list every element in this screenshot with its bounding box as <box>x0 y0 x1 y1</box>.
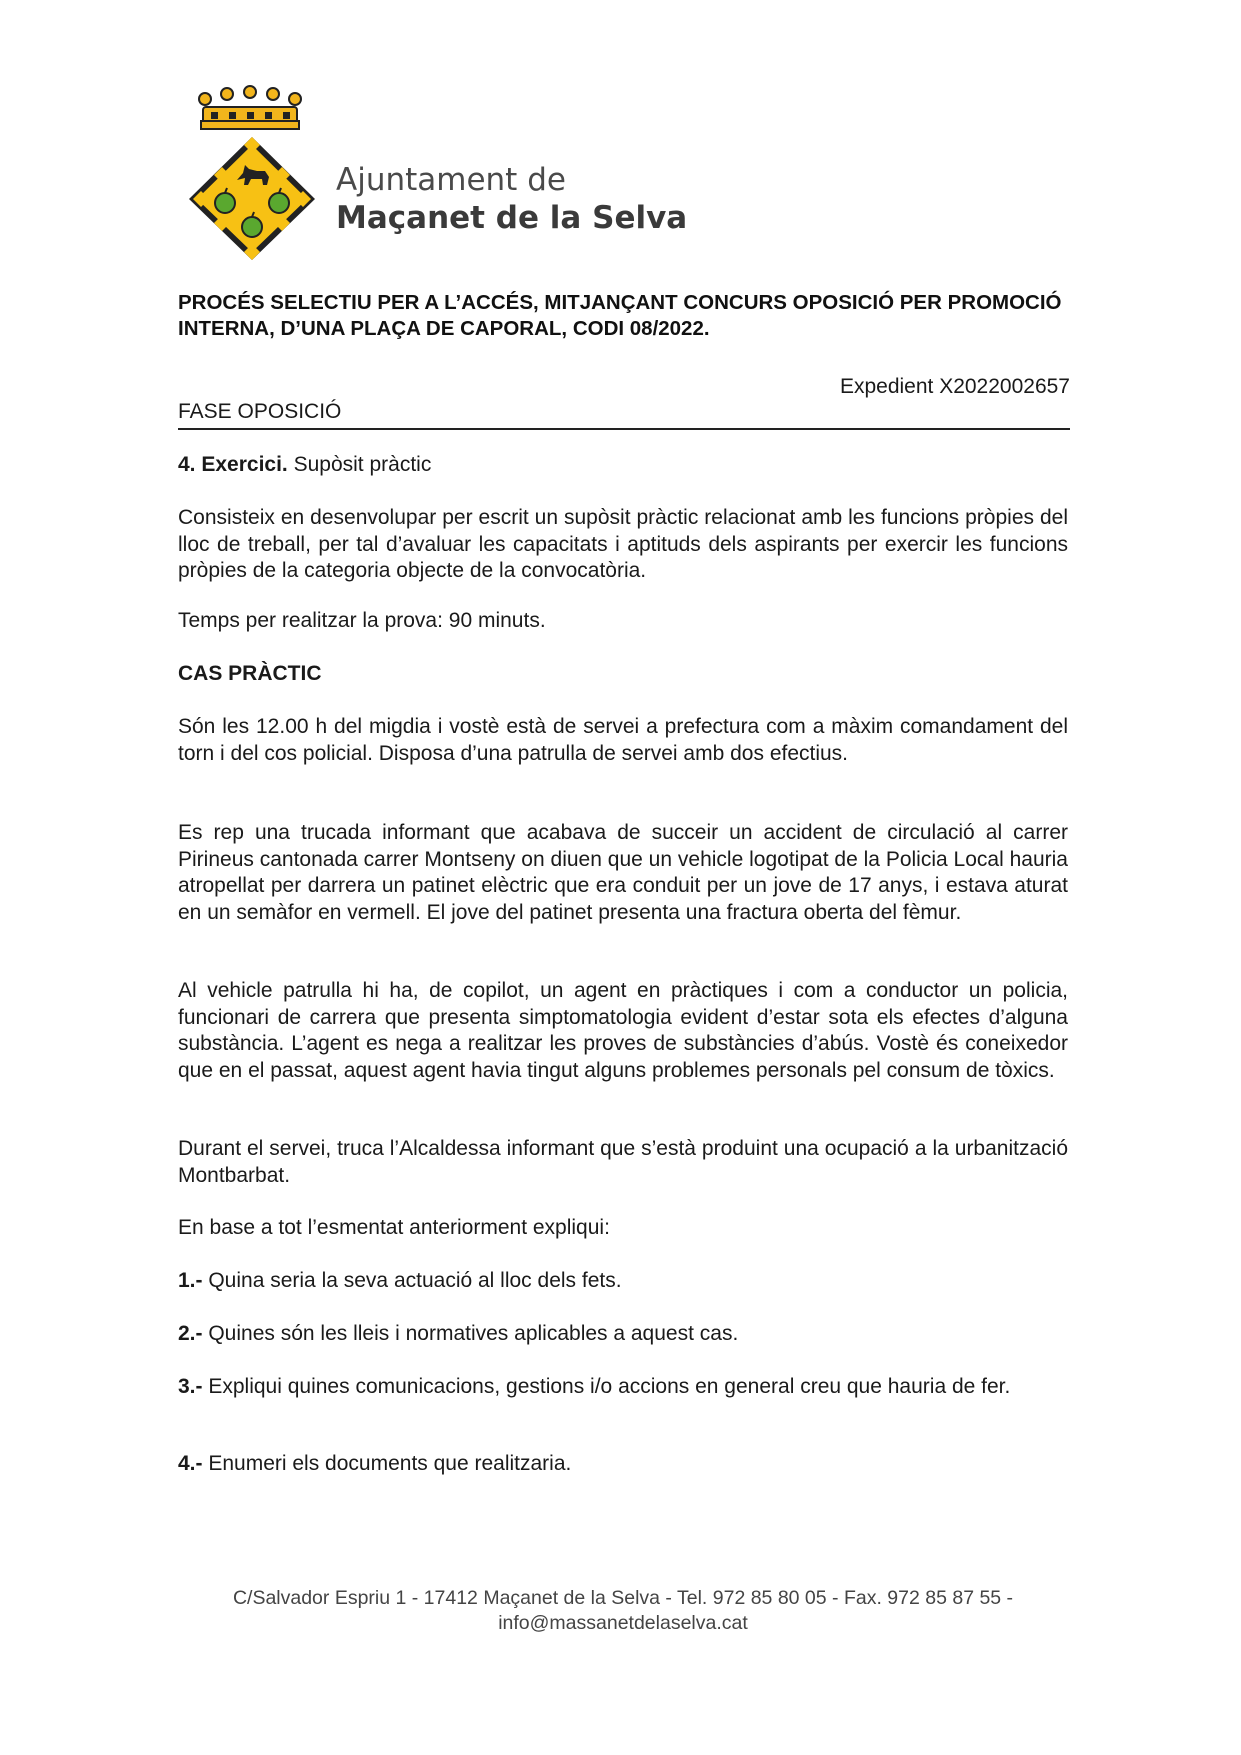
org-name-line2: Maçanet de la Selva <box>336 200 688 236</box>
org-name-line1: Ajuntament de <box>336 162 566 198</box>
case-title: CAS PRÀCTIC <box>178 662 322 685</box>
question-item <box>178 1268 1068 1295</box>
question-number: 4.- <box>178 1452 203 1475</box>
case-paragraph: Al vehicle patrulla hi ha, de copilot, un agent en pràctiques i com a conductor un policia, funcionari de carrera que presenta simptomatologia evident d’estar sota els efectes d’alguna substància. L’agent es nega a realitzar les proves de substàncies d’abús. Vostè és coneixedor que en el passat, aquest agent havia tingut alguns problemes personals pel consum de tòxics. <box>178 979 1068 1082</box>
case-paragraph: Es rep una trucada informant que acabava de succeir un accident de circulació al carrer Pirineus cantonada carrer Montseny on diuen que un vehicle logotipat de la Policia Local hauria atropellat per darrera un patinet elèctric que era conduit per un jove de 17 anys, i estava aturat en un semàfor en vermell. El jove del patinet presenta una fractura oberta del fèmur. <box>178 821 1068 924</box>
question-text: Enumeri els documents que realitzaria. <box>202 1452 572 1475</box>
exercise-heading <box>178 452 1068 479</box>
question-text: Expliqui quines comunicacions, gestions i/o accions en general creu que hauria de fer. <box>202 1375 1011 1398</box>
question-item <box>178 1374 1068 1401</box>
municipal-coat-of-arms-icon <box>185 85 320 260</box>
footer-email: info@massanetdelaselva.cat <box>498 1612 748 1634</box>
expedient-number: Expedient X2022002657 <box>839 375 1070 398</box>
header-divider <box>178 428 1070 430</box>
case-paragraph: Són les 12.00 h del migdia i vostè està de servei a prefectura com a màxim comandament del torn i del cos policial. Disposa d’una patrulla de servei amb dos efectius. <box>178 715 1068 765</box>
case-paragraph: En base a tot l’esmentat anteriorment expliqui: <box>178 1216 610 1239</box>
question-item <box>178 1451 1068 1478</box>
question-number: 2.- <box>178 1322 203 1345</box>
question-text: Quines són les lleis i normatives aplicables a aquest cas. <box>202 1322 739 1345</box>
page-footer <box>178 1586 1068 1636</box>
question-text: Quina seria la seva actuació al lloc dels fets. <box>202 1269 622 1292</box>
time-limit: Temps per realitzar la prova: 90 minuts. <box>178 609 546 632</box>
phase-label: FASE OPOSICIÓ <box>178 400 342 423</box>
case-paragraph: Durant el servei, truca l’Alcaldessa informant que s’està produint una ocupació a la urbanització Montbarbat. <box>178 1137 1068 1187</box>
organization-name <box>336 162 687 238</box>
shield-icon <box>189 137 315 260</box>
question-number: 1.- <box>178 1269 203 1292</box>
footer-address: C/Salvador Espriu 1 - 17412 Maçanet de la Selva - Tel. 972 85 80 05 - Fax. 972 85 87 55 - <box>232 1587 1014 1609</box>
question-item <box>178 1321 1068 1348</box>
intro-paragraph: Consisteix en desenvolupar per escrit un supòsit pràctic relacionat amb les funcions pròpies del lloc de treball, per tal d’avaluar les capacitats i aptituds dels aspirants per exercir les funcions pròpies de la categoria objecte de la convocatòria. <box>178 506 1068 582</box>
crown-icon <box>199 86 301 129</box>
question-number: 3.- <box>178 1375 203 1398</box>
exercise-label: 4. Exercici. <box>178 453 288 476</box>
document-title: PROCÉS SELECTIU PER A L’ACCÉS, MITJANÇANT CONCURS OPOSICIÓ PER PROMOCIÓ INTERNA, D’UNA PLAÇA DE CAPORAL, CODI 08/2022. <box>178 291 1062 340</box>
exercise-type: Supòsit pràctic <box>287 453 432 476</box>
